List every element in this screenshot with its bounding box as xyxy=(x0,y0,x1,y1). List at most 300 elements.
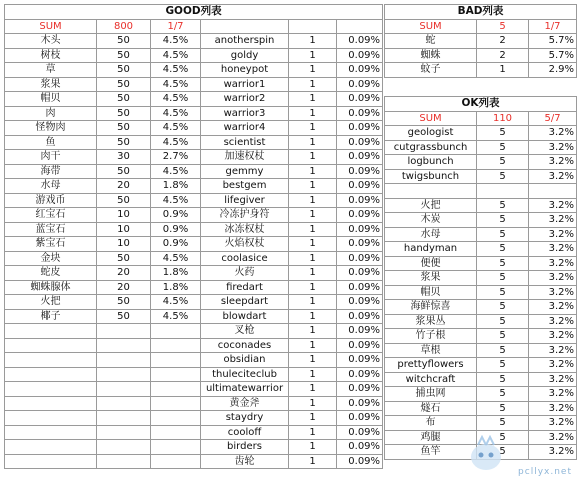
table-cell: 5 xyxy=(477,198,529,213)
table-cell: 便便 xyxy=(385,256,477,271)
table-cell: gemmy xyxy=(201,164,289,179)
table-cell xyxy=(5,338,97,353)
table-cell: 1 xyxy=(289,454,337,469)
table-cell xyxy=(97,396,151,411)
table-cell: 3.2% xyxy=(529,445,577,460)
table-cell xyxy=(97,411,151,426)
table-cell: 1 xyxy=(289,382,337,397)
table-cell: 50 xyxy=(97,34,151,49)
table-row xyxy=(385,285,577,300)
table-cell: 0.09% xyxy=(337,309,383,324)
table-cell: 浆果丛 xyxy=(385,314,477,329)
table-cell xyxy=(529,184,577,199)
table-cell: 3.2% xyxy=(529,227,577,242)
table-cell: 1 xyxy=(289,425,337,440)
table-row xyxy=(5,309,383,324)
table-cell: 5.7% xyxy=(529,34,577,49)
table-cell: 蛇皮 xyxy=(5,266,97,281)
table-cell: 0.9% xyxy=(151,237,201,252)
table-cell: 5 xyxy=(477,329,529,344)
table-cell: ultimatewarrior xyxy=(201,382,289,397)
table-row xyxy=(5,106,383,121)
table-cell: 1 xyxy=(289,338,337,353)
table-cell: 1 xyxy=(289,367,337,382)
table-cell xyxy=(97,324,151,339)
table-cell: 20 xyxy=(97,280,151,295)
table-cell: 5 xyxy=(477,285,529,300)
table-cell: 5 xyxy=(477,271,529,286)
table-cell: coconades xyxy=(201,338,289,353)
table-cell: 草根 xyxy=(385,343,477,358)
table-cell: 0.09% xyxy=(337,150,383,165)
bad-list-title: BAD列表 xyxy=(385,5,577,20)
table-cell: 0.09% xyxy=(337,382,383,397)
table-cell: 2.7% xyxy=(151,150,201,165)
bad-list-table xyxy=(384,4,577,78)
table-row xyxy=(5,425,383,440)
table-cell xyxy=(5,382,97,397)
table-cell xyxy=(385,184,477,199)
table-cell: 4.5% xyxy=(151,34,201,49)
table-cell: 1 xyxy=(289,251,337,266)
table-cell: 肉干 xyxy=(5,150,97,165)
table-cell: 1 xyxy=(289,63,337,78)
table-cell: 0.09% xyxy=(337,121,383,136)
table-cell: 1 xyxy=(289,324,337,339)
table-cell xyxy=(97,338,151,353)
table-cell: 1 xyxy=(289,411,337,426)
table-row xyxy=(5,222,383,237)
table-cell: 1 xyxy=(477,63,529,78)
table-cell: 3.2% xyxy=(529,314,577,329)
table-cell: 0.09% xyxy=(337,280,383,295)
ok-sum-label: SUM xyxy=(385,111,477,126)
table-cell: 0.09% xyxy=(337,193,383,208)
table-row xyxy=(5,251,383,266)
table-cell: 4.5% xyxy=(151,295,201,310)
table-row xyxy=(5,164,383,179)
table-cell: 5 xyxy=(477,126,529,141)
table-cell: 椰子 xyxy=(5,309,97,324)
table-cell xyxy=(5,396,97,411)
table-cell: 50 xyxy=(97,48,151,63)
table-row xyxy=(385,271,577,286)
table-cell: 蜘蛛腺体 xyxy=(5,280,97,295)
table-row xyxy=(385,140,577,155)
table-row xyxy=(385,372,577,387)
table-cell: 3.2% xyxy=(529,358,577,373)
table-cell: 1.8% xyxy=(151,266,201,281)
table-cell: 1 xyxy=(289,164,337,179)
table-cell xyxy=(151,338,201,353)
table-cell: 4.5% xyxy=(151,106,201,121)
table-cell: 5 xyxy=(477,140,529,155)
table-cell: 50 xyxy=(97,164,151,179)
table-cell: logbunch xyxy=(385,155,477,170)
table-row xyxy=(385,343,577,358)
table-cell: 木头 xyxy=(5,34,97,49)
table-cell: 木炭 xyxy=(385,213,477,228)
table-cell xyxy=(97,382,151,397)
table-cell: birders xyxy=(201,440,289,455)
table-cell: 红宝石 xyxy=(5,208,97,223)
table-cell: 海带 xyxy=(5,164,97,179)
table-cell: witchcraft xyxy=(385,372,477,387)
table-cell: 4.5% xyxy=(151,121,201,136)
table-cell xyxy=(5,454,97,469)
table-cell xyxy=(97,440,151,455)
table-cell: 5 xyxy=(477,372,529,387)
table-cell: 10 xyxy=(97,237,151,252)
table-cell: cutgrassbunch xyxy=(385,140,477,155)
table-cell: 3.2% xyxy=(529,387,577,402)
good-sum-frac: 1/7 xyxy=(151,19,201,34)
table-cell xyxy=(5,353,97,368)
table-cell xyxy=(151,367,201,382)
table-cell: 竹子根 xyxy=(385,329,477,344)
table-cell: 0.09% xyxy=(337,266,383,281)
table-row xyxy=(385,155,577,170)
table-cell: 蓝宝石 xyxy=(5,222,97,237)
table-cell: 1 xyxy=(289,237,337,252)
table-row xyxy=(385,300,577,315)
table-cell: 鱼竿 xyxy=(385,445,477,460)
table-row xyxy=(385,126,577,141)
table-row xyxy=(385,416,577,431)
table-cell xyxy=(5,324,97,339)
table-cell: 0.09% xyxy=(337,440,383,455)
table-cell: 鸡腿 xyxy=(385,430,477,445)
table-cell: 50 xyxy=(97,106,151,121)
table-cell: 0.09% xyxy=(337,295,383,310)
table-cell: 4.5% xyxy=(151,164,201,179)
table-cell: 3.2% xyxy=(529,155,577,170)
table-cell: 怪物肉 xyxy=(5,121,97,136)
table-row xyxy=(5,48,383,63)
table-cell: 0.09% xyxy=(337,425,383,440)
table-cell: 10 xyxy=(97,222,151,237)
table-cell xyxy=(477,184,529,199)
table-cell xyxy=(5,367,97,382)
table-cell: 帽贝 xyxy=(385,285,477,300)
table-row xyxy=(5,280,383,295)
table-cell xyxy=(151,440,201,455)
table-cell: 0.09% xyxy=(337,48,383,63)
table-cell: 1 xyxy=(289,193,337,208)
table-row xyxy=(385,329,577,344)
table-cell: twigsbunch xyxy=(385,169,477,184)
table-cell: 0.09% xyxy=(337,454,383,469)
table-cell: goldy xyxy=(201,48,289,63)
table-row xyxy=(5,179,383,194)
table-cell: 0.09% xyxy=(337,164,383,179)
table-row xyxy=(385,227,577,242)
table-row xyxy=(385,213,577,228)
table-cell: 1 xyxy=(289,179,337,194)
table-cell: geologist xyxy=(385,126,477,141)
table-cell: 3.2% xyxy=(529,401,577,416)
table-cell: 3.2% xyxy=(529,256,577,271)
table-cell: prettyflowers xyxy=(385,358,477,373)
table-cell: warrior2 xyxy=(201,92,289,107)
table-cell: 3.2% xyxy=(529,213,577,228)
table-cell: obsidian xyxy=(201,353,289,368)
table-cell: 蜘蛛 xyxy=(385,48,477,63)
good-list-table xyxy=(4,4,383,469)
table-cell: 50 xyxy=(97,295,151,310)
ok-sum-count: 110 xyxy=(477,111,529,126)
table-cell: 冷冻护身符 xyxy=(201,208,289,223)
table-cell: 5 xyxy=(477,256,529,271)
table-row xyxy=(5,338,383,353)
table-cell: 火药 xyxy=(201,266,289,281)
table-cell: 1 xyxy=(289,135,337,150)
table-cell: 1 xyxy=(289,92,337,107)
table-row xyxy=(5,121,383,136)
table-row xyxy=(385,184,577,199)
table-cell: 水母 xyxy=(5,179,97,194)
table-cell xyxy=(5,425,97,440)
table-cell: 3.2% xyxy=(529,126,577,141)
table-cell: 20 xyxy=(97,266,151,281)
table-cell: 0.09% xyxy=(337,106,383,121)
table-cell: 3.2% xyxy=(529,242,577,257)
table-row xyxy=(385,401,577,416)
table-cell xyxy=(151,324,201,339)
table-cell: 0.09% xyxy=(337,396,383,411)
table-cell: 叉枪 xyxy=(201,324,289,339)
table-cell: 鱼 xyxy=(5,135,97,150)
table-row xyxy=(385,314,577,329)
table-row xyxy=(5,63,383,78)
table-cell: 5 xyxy=(477,430,529,445)
table-cell: anotherspin xyxy=(201,34,289,49)
table-cell: 20 xyxy=(97,179,151,194)
table-cell: 0.09% xyxy=(337,179,383,194)
table-cell: 50 xyxy=(97,251,151,266)
table-cell: 火把 xyxy=(5,295,97,310)
table-row xyxy=(5,208,383,223)
table-cell: 1 xyxy=(289,34,337,49)
table-cell: 1 xyxy=(289,77,337,92)
table-cell: 0.09% xyxy=(337,135,383,150)
table-cell: 草 xyxy=(5,63,97,78)
table-cell: 1 xyxy=(289,48,337,63)
ok-list-table xyxy=(384,96,577,460)
watermark-text: pcllyx.net xyxy=(518,467,572,477)
table-cell: 海鲜惊喜 xyxy=(385,300,477,315)
table-cell: 5 xyxy=(477,169,529,184)
table-row xyxy=(385,256,577,271)
table-row xyxy=(5,353,383,368)
table-cell: 金块 xyxy=(5,251,97,266)
table-cell: 5 xyxy=(477,155,529,170)
table-cell: 4.5% xyxy=(151,135,201,150)
table-cell: 3.2% xyxy=(529,271,577,286)
ok-sum-row xyxy=(385,111,577,126)
table-cell: 4.5% xyxy=(151,309,201,324)
good-sum-row xyxy=(5,19,383,34)
table-cell xyxy=(97,425,151,440)
table-cell: 3.2% xyxy=(529,140,577,155)
table-cell: 5 xyxy=(477,314,529,329)
table-cell: 4.5% xyxy=(151,63,201,78)
table-row xyxy=(385,387,577,402)
table-row xyxy=(5,237,383,252)
table-cell: bestgem xyxy=(201,179,289,194)
table-row xyxy=(5,135,383,150)
table-row xyxy=(385,242,577,257)
table-cell: 5 xyxy=(477,300,529,315)
table-cell: 1 xyxy=(289,309,337,324)
table-cell: 5 xyxy=(477,387,529,402)
table-row xyxy=(5,324,383,339)
table-cell: 加速权杖 xyxy=(201,150,289,165)
table-cell: 3.2% xyxy=(529,430,577,445)
table-row xyxy=(5,77,383,92)
table-cell: 1 xyxy=(289,266,337,281)
table-cell: 5 xyxy=(477,416,529,431)
table-cell: 3.2% xyxy=(529,343,577,358)
table-cell: 5 xyxy=(477,401,529,416)
table-cell: 燧石 xyxy=(385,401,477,416)
table-cell: 树枝 xyxy=(5,48,97,63)
table-cell: 1 xyxy=(289,295,337,310)
table-cell: 50 xyxy=(97,63,151,78)
table-cell: 黄金斧 xyxy=(201,396,289,411)
table-cell: handyman xyxy=(385,242,477,257)
table-cell: lifegiver xyxy=(201,193,289,208)
table-cell xyxy=(151,411,201,426)
table-cell: 蚊子 xyxy=(385,63,477,78)
table-cell: 1.8% xyxy=(151,179,201,194)
bad-sum-label: SUM xyxy=(385,19,477,34)
table-cell: 0.09% xyxy=(337,251,383,266)
table-row xyxy=(5,367,383,382)
table-cell: 1 xyxy=(289,222,337,237)
table-cell: 齿轮 xyxy=(201,454,289,469)
table-row xyxy=(385,198,577,213)
table-cell: 4.5% xyxy=(151,48,201,63)
table-cell xyxy=(151,396,201,411)
table-cell: honeypot xyxy=(201,63,289,78)
table-cell: 3.2% xyxy=(529,198,577,213)
table-cell: 4.5% xyxy=(151,77,201,92)
table-cell: 50 xyxy=(97,309,151,324)
table-row xyxy=(5,34,383,49)
table-cell: sleepdart xyxy=(201,295,289,310)
table-cell: 0.09% xyxy=(337,63,383,78)
table-row xyxy=(5,92,383,107)
good-sum-label: SUM xyxy=(5,19,97,34)
table-cell: 50 xyxy=(97,77,151,92)
table-cell: firedart xyxy=(201,280,289,295)
table-row xyxy=(5,193,383,208)
table-cell: 0.09% xyxy=(337,367,383,382)
table-cell: 3.2% xyxy=(529,169,577,184)
table-cell: 帽贝 xyxy=(5,92,97,107)
table-cell: 0.09% xyxy=(337,34,383,49)
table-cell: 水母 xyxy=(385,227,477,242)
table-cell: scientist xyxy=(201,135,289,150)
table-cell: staydry xyxy=(201,411,289,426)
table-cell: 肉 xyxy=(5,106,97,121)
table-cell: warrior4 xyxy=(201,121,289,136)
table-cell: 5 xyxy=(477,343,529,358)
table-cell: 3.2% xyxy=(529,329,577,344)
good-list-title: GOOD列表 xyxy=(5,5,383,20)
table-cell xyxy=(151,382,201,397)
table-cell: 5 xyxy=(477,227,529,242)
table-cell: 3.2% xyxy=(529,372,577,387)
table-cell: 5 xyxy=(477,445,529,460)
table-cell: 5 xyxy=(477,358,529,373)
table-row xyxy=(5,295,383,310)
table-cell: 火焰权杖 xyxy=(201,237,289,252)
table-cell: 1 xyxy=(289,106,337,121)
table-cell: 0.09% xyxy=(337,411,383,426)
table-cell: 1 xyxy=(289,280,337,295)
table-cell: 冰冻权杖 xyxy=(201,222,289,237)
table-cell: warrior1 xyxy=(201,77,289,92)
table-cell: 0.9% xyxy=(151,208,201,223)
ok-sum-frac: 5/7 xyxy=(529,111,577,126)
table-cell xyxy=(5,440,97,455)
table-cell: 0.09% xyxy=(337,77,383,92)
table-cell: coolasice xyxy=(201,251,289,266)
table-cell: 5.7% xyxy=(529,48,577,63)
table-cell: 1 xyxy=(289,208,337,223)
table-cell: 布 xyxy=(385,416,477,431)
table-cell: 0.09% xyxy=(337,237,383,252)
table-row xyxy=(385,63,577,78)
table-cell: 3.2% xyxy=(529,285,577,300)
table-cell xyxy=(151,353,201,368)
table-cell xyxy=(151,454,201,469)
table-row xyxy=(5,396,383,411)
table-cell: 紫宝石 xyxy=(5,237,97,252)
table-cell: 0.09% xyxy=(337,324,383,339)
table-cell: 捕虫网 xyxy=(385,387,477,402)
table-cell xyxy=(97,454,151,469)
table-cell: 浆果 xyxy=(385,271,477,286)
table-cell: 0.09% xyxy=(337,208,383,223)
table-cell: 30 xyxy=(97,150,151,165)
table-row xyxy=(5,411,383,426)
table-row xyxy=(5,440,383,455)
table-cell: 0.09% xyxy=(337,353,383,368)
table-cell: 2.9% xyxy=(529,63,577,78)
table-cell: 50 xyxy=(97,121,151,136)
table-cell: 5 xyxy=(477,242,529,257)
bad-sum-frac: 1/7 xyxy=(529,19,577,34)
table-cell: 2 xyxy=(477,48,529,63)
table-row xyxy=(5,454,383,469)
table-cell: 1 xyxy=(289,396,337,411)
table-cell: blowdart xyxy=(201,309,289,324)
table-cell: 2 xyxy=(477,34,529,49)
table-cell: 10 xyxy=(97,208,151,223)
table-cell: 3.2% xyxy=(529,416,577,431)
table-cell xyxy=(5,411,97,426)
table-cell: warrior3 xyxy=(201,106,289,121)
table-cell: 4.5% xyxy=(151,92,201,107)
table-cell: 3.2% xyxy=(529,300,577,315)
table-cell: 0.09% xyxy=(337,222,383,237)
table-cell: 1 xyxy=(289,353,337,368)
table-cell: 4.5% xyxy=(151,193,201,208)
table-cell: 火把 xyxy=(385,198,477,213)
